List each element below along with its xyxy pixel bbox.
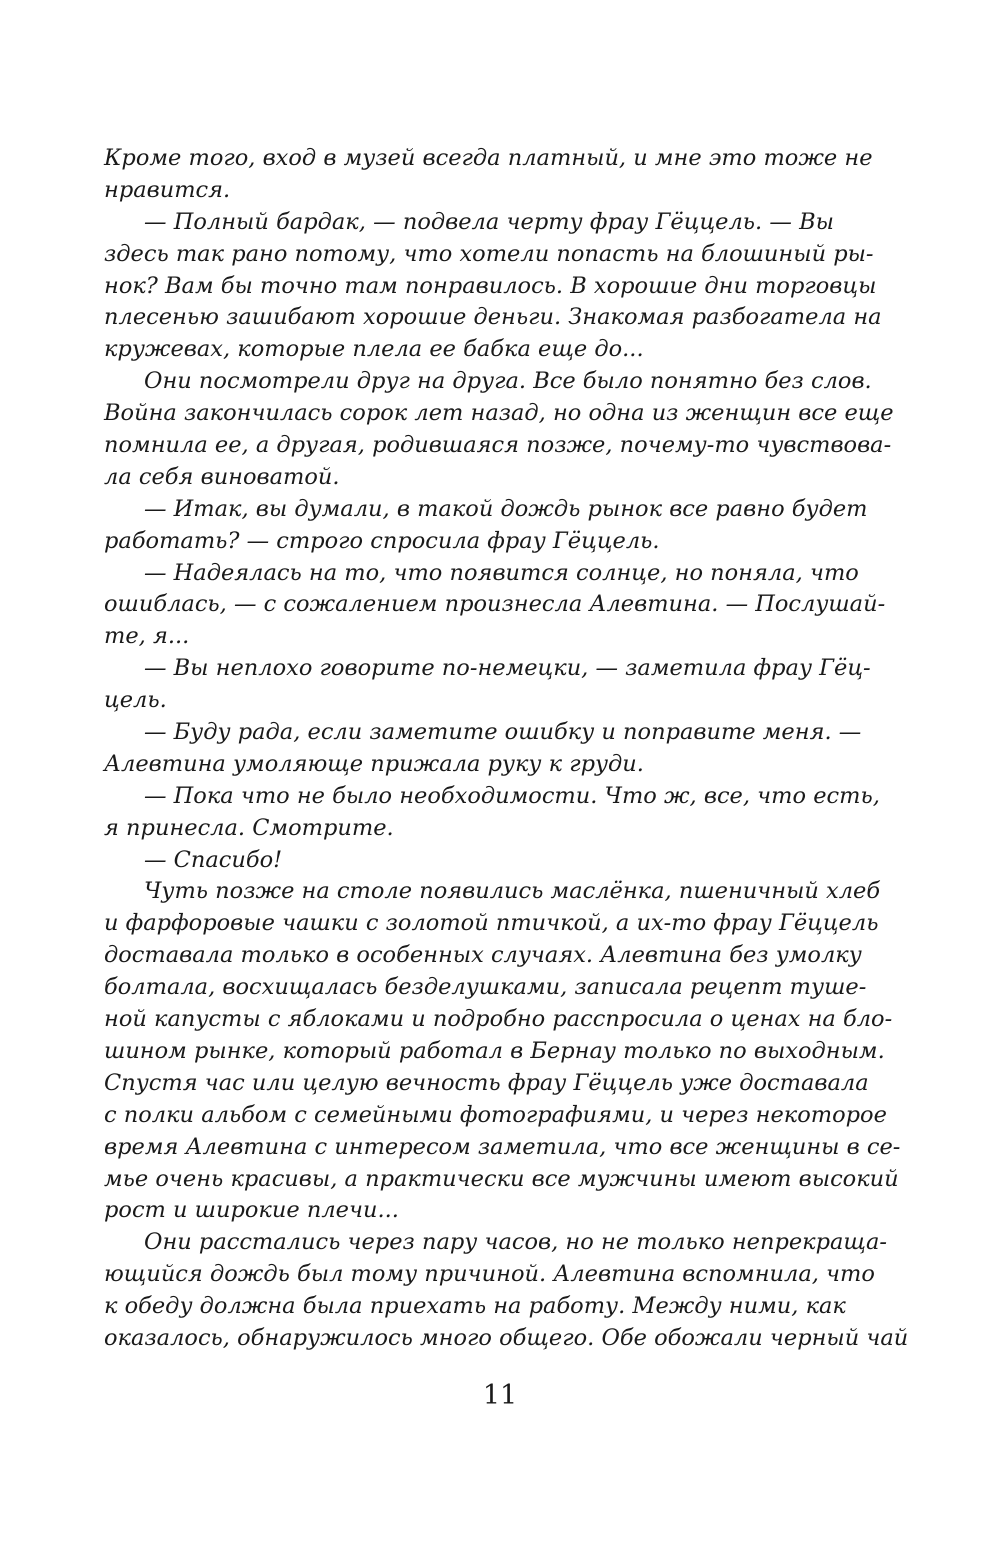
text-line: здесь так рано потому, что хотели попасть на блошиный ры- (104, 240, 874, 267)
text-line: цель. (104, 687, 167, 714)
text-line: — Пока что не было необходимости. Что ж, все, что есть, (144, 782, 880, 809)
paragraph (104, 143, 873, 207)
text-line: — Итак, вы думали, в такой дождь рынок все равно будет (144, 495, 868, 522)
text-line: Они посмотрели друг на друга. Все было понятно без слов. (144, 368, 872, 395)
text-line: я принесла. Смотрите. (104, 814, 394, 841)
text-line: нок? Вам бы точно там понравилось. В хорошие дни торговцы (104, 272, 877, 299)
paragraph (104, 876, 901, 1227)
text-line: шином рынке, который работал в Бернау только по выходным. (104, 1037, 885, 1064)
text-line: время Алевтина с интересом заметила, что все женщины в се- (104, 1133, 901, 1160)
text-line: Спустя час или целую вечность фрау Гёццель уже доставала (104, 1069, 869, 1096)
paragraph (104, 1227, 909, 1355)
text-line: доставала только в особенных случаях. Алевтина без умолку (104, 942, 862, 969)
text-line: Они расстались через пару часов, но не только непрекраща- (144, 1229, 887, 1256)
text-line: рост и широкие плечи... (104, 1197, 399, 1224)
text-line: Алевтина умоляюще прижала руку к груди. (104, 750, 644, 777)
text-line: нравится. (104, 176, 231, 203)
text-line: Война закончилась сорок лет назад, но одна из женщин все еще (104, 400, 894, 427)
text-line: — Вы неплохо говорите по-немецки, — заметила фрау Гёц- (144, 655, 871, 682)
text-line: Кроме того, вход в музей всегда платный, и мне это тоже не (104, 145, 873, 171)
text-line: — Спасибо! (144, 846, 283, 873)
text-line: помнила ее, а другая, родившаяся позже, почему-то чувствова- (104, 432, 892, 459)
text-line: ной капусты с яблоками и подробно расспросила о ценах на бло- (104, 1006, 893, 1033)
paragraph (104, 781, 880, 845)
text-line: оказалось, обнаружилось много общего. Обе обожали черный чай (104, 1324, 909, 1351)
text-line: кружевах, которые плела ее бабка еще до... (104, 336, 644, 363)
paragraph (104, 845, 834, 877)
text-line: ющийся дождь был тому причиной. Алевтина вспомнила, что (104, 1261, 875, 1288)
paragraph (104, 717, 862, 781)
text-line: ошиблась, — с сожалением произнесла Алевтина. — Послушай- (104, 591, 886, 618)
text-line: те, я... (104, 623, 190, 650)
text-line: — Полный бардак, — подвела черту фрау Гёццель. — Вы (144, 208, 834, 235)
text-line: плесенью зашибают хорошие деньги. Знакомая разбогатела на (104, 304, 882, 331)
body-text (104, 143, 909, 1355)
text-line: Чуть позже на столе появились маслёнка, пшеничный хлеб (144, 878, 881, 905)
text-line: и фарфоровые чашки с золотой птичкой, а их-то фрау Гёццель (104, 910, 879, 937)
text-line: ла себя виноватой. (104, 463, 340, 490)
text-line: болтала, восхищалась безделушками, записала рецепт туше- (104, 974, 867, 1001)
paragraph (104, 558, 886, 654)
text-line: — Надеялась на то, что появится солнце, но поняла, что (144, 559, 859, 586)
text-line: работать? — строго спросила фрау Гёццель. (104, 527, 660, 554)
text-line: — Буду рада, если заметите ошибку и поправите меня. — (144, 719, 862, 746)
text-line: к обеду должна была приехать на работу. Между ними, как (104, 1293, 846, 1320)
text-line: с полки альбом с семейными фотографиями, и через некоторое (104, 1101, 887, 1128)
text-line: мье очень красивы, а практически все мужчины имеют высокий (104, 1165, 899, 1192)
page-number: 11 (482, 1380, 518, 1411)
paragraph (104, 207, 882, 366)
paragraph (104, 366, 894, 494)
paragraph (104, 494, 868, 558)
paragraph (104, 653, 871, 717)
